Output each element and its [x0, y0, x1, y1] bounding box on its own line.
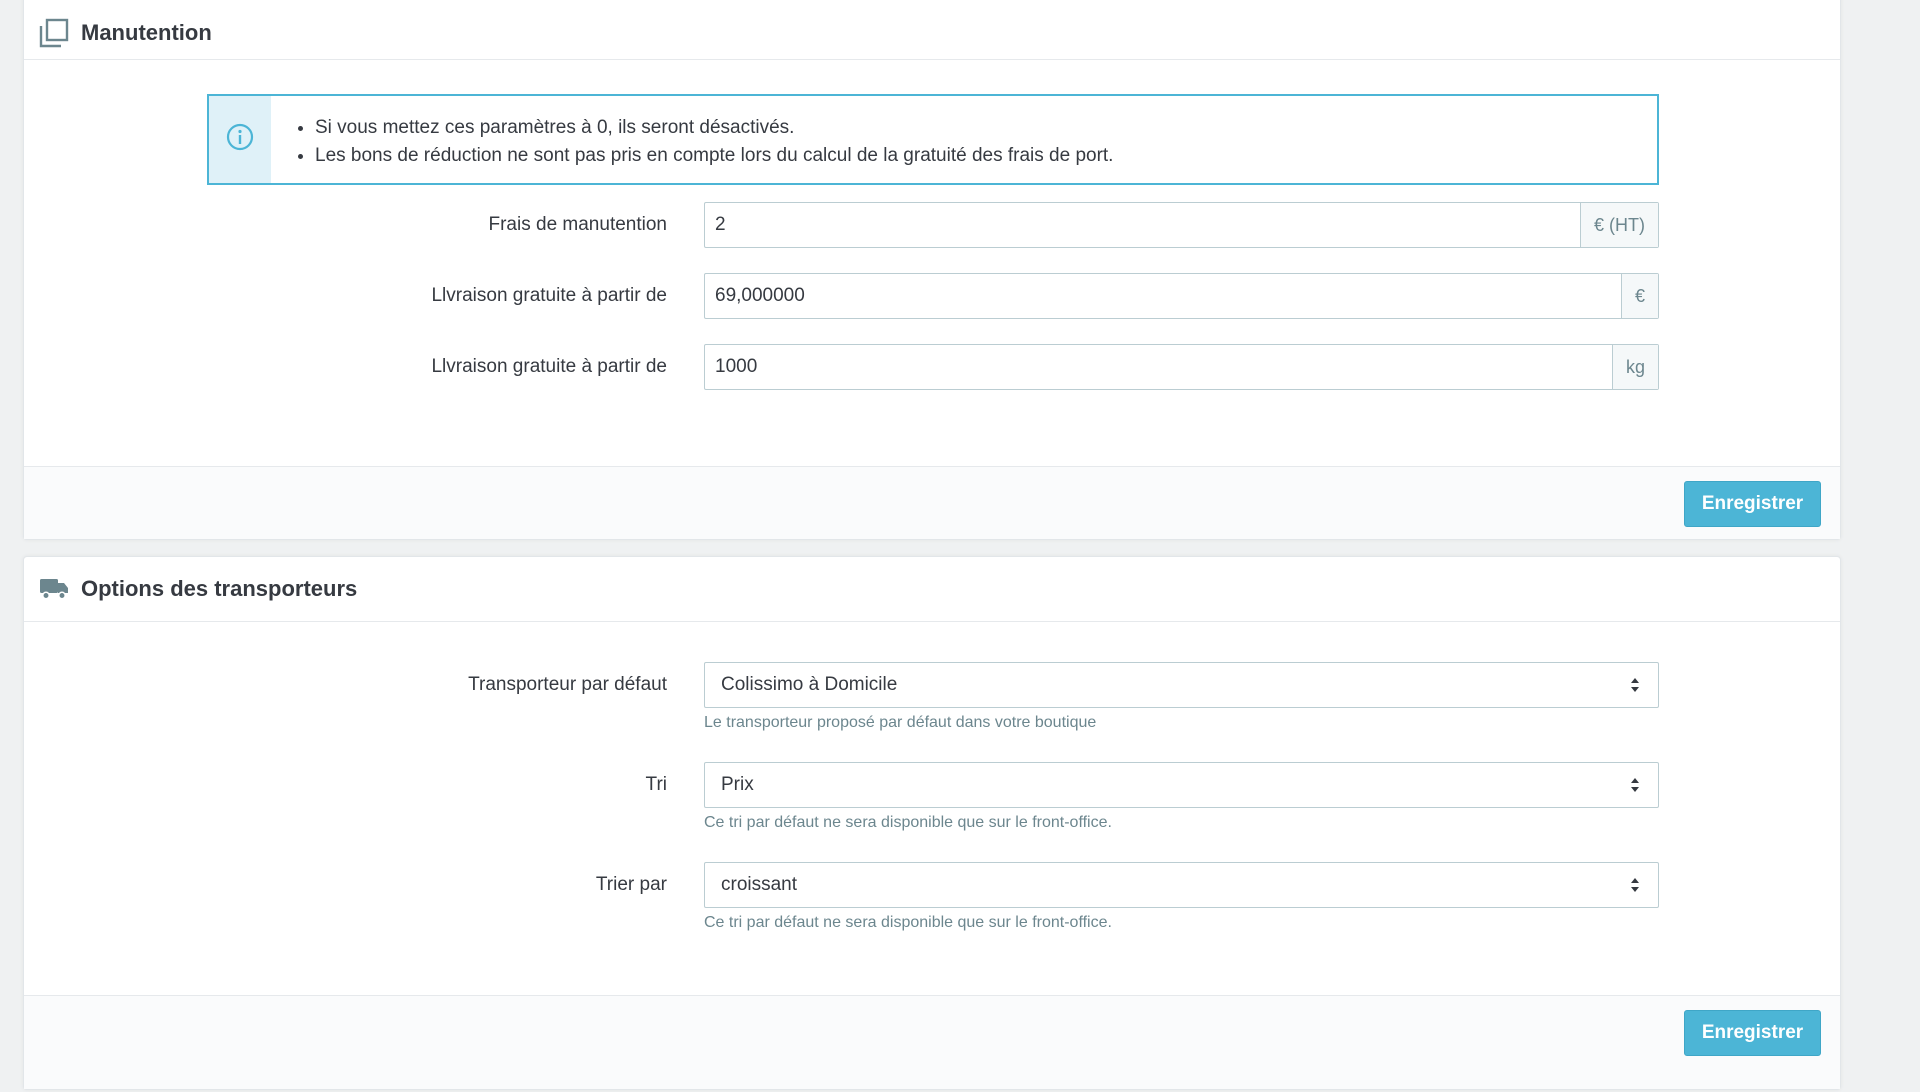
save-handling-button[interactable]: Enregistrer	[1684, 481, 1821, 527]
currency-ht-addon: € (HT)	[1580, 203, 1658, 247]
default-carrier-selected-value: Colissimo à Domicile	[721, 674, 898, 695]
handling-panel-body	[24, 60, 1840, 468]
form-row-sort	[24, 762, 1840, 831]
default-carrier-label: Transporteur par défaut	[468, 674, 667, 695]
sort-label: Tri	[645, 774, 667, 795]
handling-fees-input-group	[704, 202, 1659, 248]
carriers-panel-body	[24, 622, 1840, 1002]
weight-unit-addon: kg	[1612, 345, 1658, 389]
sort-order-help: Ce tri par défaut ne sera disponible que sur le front-office.	[704, 914, 1112, 931]
handling-panel-footer	[24, 466, 1840, 539]
carriers-panel-footer	[24, 995, 1840, 1089]
info-alert-item: • Les bons de réduction ne sont pas pris en compte lors du calcul de la gratuité des frais de port.	[315, 142, 1113, 170]
free-shipping-price-input[interactable]	[705, 274, 1621, 318]
sort-order-select[interactable]	[704, 862, 1659, 908]
free-shipping-price-label: Llvraison gratuite à partir de	[431, 285, 667, 306]
handling-panel-heading	[24, 0, 1840, 60]
save-carriers-button[interactable]: Enregistrer	[1684, 1010, 1821, 1056]
info-alert-item: • Si vous mettez ces paramètres à 0, ils seront désactivés.	[315, 114, 1113, 142]
info-alert-list	[271, 96, 1113, 183]
copy-icon	[39, 18, 69, 48]
truck-icon	[39, 574, 69, 604]
info-icon	[226, 123, 254, 156]
sort-order-label: Trier par	[595, 874, 667, 895]
form-row-sort-order	[24, 862, 1840, 931]
sort-caret-icon	[1630, 776, 1640, 794]
handling-panel-title: Manutention	[81, 20, 212, 45]
free-shipping-weight-input[interactable]	[705, 345, 1612, 389]
form-row-default-carrier	[24, 662, 1840, 731]
handling-fees-label: Frais de manutention	[488, 214, 667, 235]
form-row-free-shipping-price	[24, 273, 1840, 319]
free-shipping-price-input-group	[704, 273, 1659, 319]
sort-help: Ce tri par défaut ne sera disponible que sur le front-office.	[704, 814, 1112, 831]
handling-fees-input[interactable]	[705, 203, 1580, 247]
info-alert-icon-column	[209, 96, 271, 183]
sort-caret-icon	[1630, 876, 1640, 894]
currency-addon: €	[1621, 274, 1658, 318]
free-shipping-weight-input-group	[704, 344, 1659, 390]
carriers-panel-heading	[24, 557, 1840, 622]
handling-panel	[23, 0, 1841, 540]
free-shipping-weight-label: Llvraison gratuite à partir de	[431, 356, 667, 377]
form-row-handling-fees	[24, 202, 1840, 248]
carriers-panel	[23, 556, 1841, 1090]
carriers-panel-title: Options des transporteurs	[81, 576, 358, 601]
sort-selected-value: Prix	[721, 774, 754, 795]
sort-order-selected-value: croissant	[721, 874, 798, 895]
default-carrier-help: Le transporteur proposé par défaut dans votre boutique	[704, 714, 1097, 731]
info-alert	[207, 94, 1659, 185]
sort-select[interactable]	[704, 762, 1659, 808]
form-row-free-shipping-weight	[24, 344, 1840, 390]
sort-caret-icon	[1630, 676, 1640, 694]
default-carrier-select[interactable]	[704, 662, 1659, 708]
